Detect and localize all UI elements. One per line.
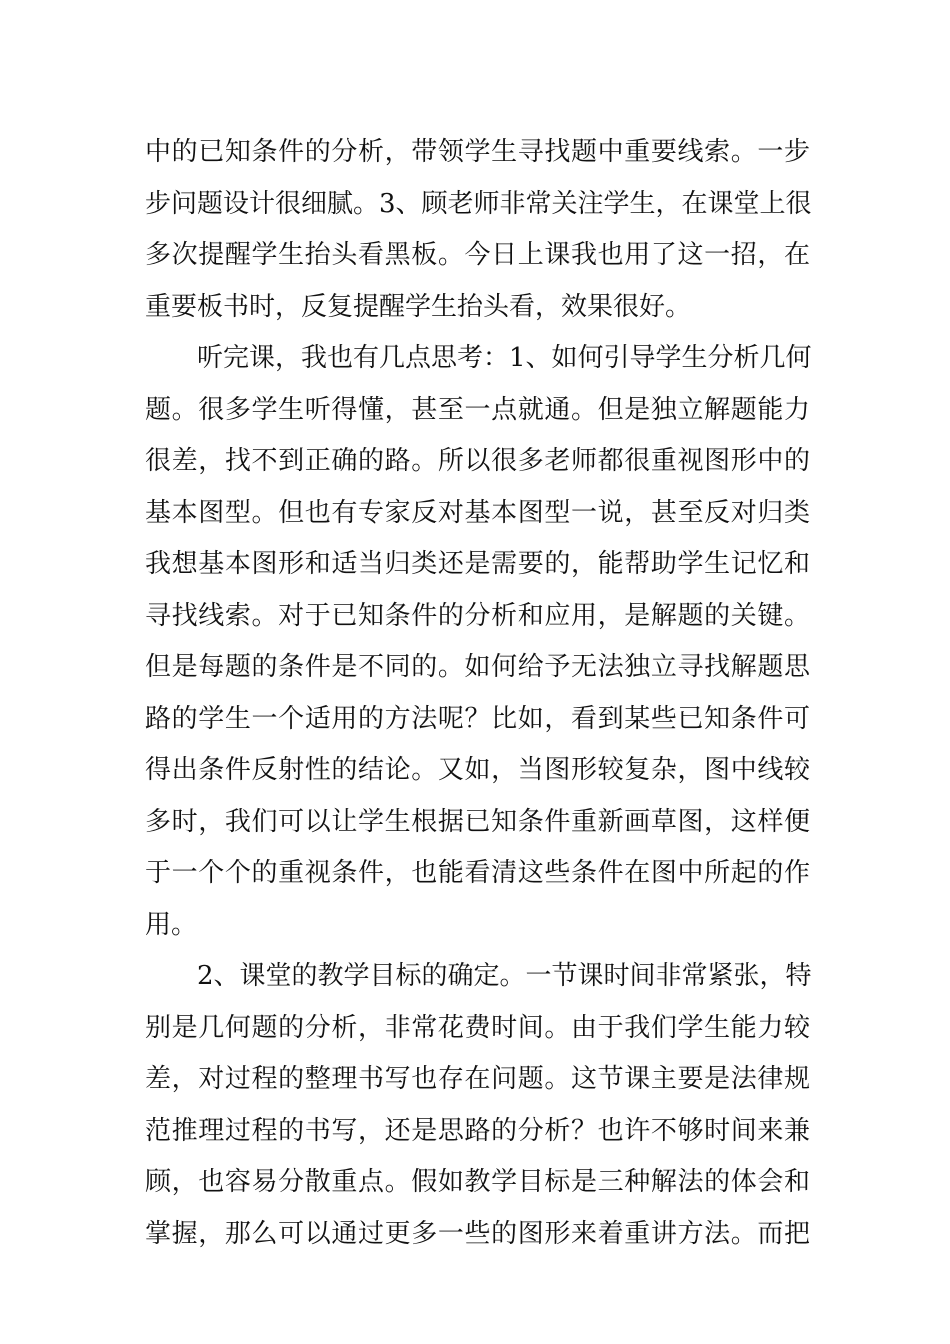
text-line: 别是几何题的分析，非常花费时间。由于我们学生能力较 bbox=[145, 1012, 810, 1043]
text-line: 2、课堂的教学目标的确定。一节课时间非常紧张，特 bbox=[197, 961, 812, 991]
text-line: 于一个个的重视条件，也能看清这些条件在图中所起的作 bbox=[145, 858, 810, 888]
text-line: 得出条件反射性的结论。又如，当图形较复杂，图中线较 bbox=[145, 755, 810, 785]
text-line: 基本图型。但也有专家反对基本图型一说，甚至反对归类 bbox=[145, 497, 810, 528]
text-line: 范推理过程的书写，还是思路的分析？也许不够时间来兼 bbox=[145, 1115, 810, 1146]
body-text bbox=[145, 127, 810, 1260]
text-line: 听完课，我也有几点思考：1、如何引导学生分析几何 bbox=[197, 343, 812, 373]
text-line: 用。 bbox=[145, 909, 198, 940]
text-line: 多时，我们可以让学生根据已知条件重新画草图，这样便 bbox=[145, 806, 810, 837]
text-line: 顾，也容易分散重点。假如教学目标是三种解法的体会和 bbox=[145, 1167, 810, 1197]
text-line: 中的已知条件的分析，带领学生寻找题中重要线索。一步 bbox=[145, 137, 810, 167]
text-line: 寻找线索。对于已知条件的分析和应用，是解题的关键。 bbox=[145, 600, 810, 631]
text-line: 路的学生一个适用的方法呢？比如，看到某些已知条件可 bbox=[145, 703, 810, 734]
text-line: 多次提醒学生抬头看黑板。今日上课我也用了这一招，在 bbox=[145, 240, 810, 270]
text-line: 差，对过程的整理书写也存在问题。这节课主要是法律规 bbox=[145, 1064, 810, 1094]
text-line: 我想基本图形和适当归类还是需要的，能帮助学生记忆和 bbox=[145, 549, 810, 579]
text-line: 题。很多学生听得懂，甚至一点就通。但是独立解题能力 bbox=[145, 394, 810, 425]
text-line: 步问题设计很细腻。3、顾老师非常关注学生，在课堂上很 bbox=[145, 188, 812, 219]
text-line: 重要板书时，反复提醒学生抬头看，效果很好。 bbox=[145, 291, 692, 322]
text-line: 很差，找不到正确的路。所以很多老师都很重视图形中的 bbox=[145, 446, 810, 476]
text-line: 但是每题的条件是不同的。如何给予无法独立寻找解题思 bbox=[145, 652, 810, 682]
text-line: 掌握，那么可以通过更多一些的图形来着重讲方法。而把 bbox=[145, 1218, 810, 1249]
